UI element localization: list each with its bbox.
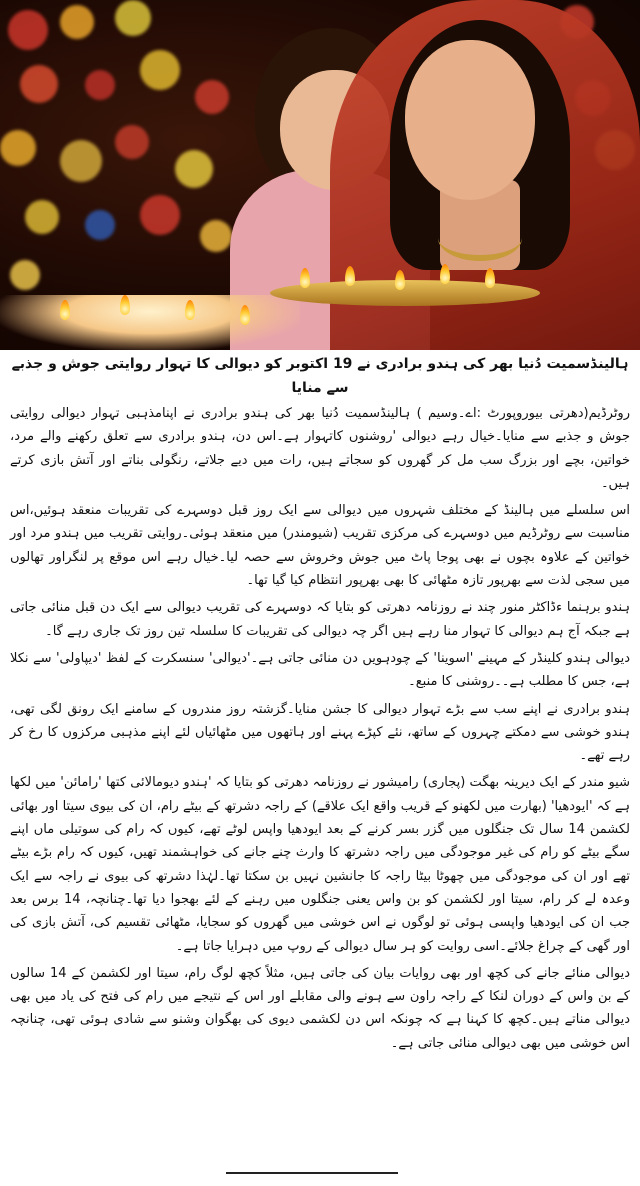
bokeh-light	[85, 210, 115, 240]
paragraph-meaning: دیوالی ہندو کلینڈر کے مہینے 'اسوینا' کے چودہویں دن منائی جاتی ہے۔'دیوالی' سنسکرت کے لفظ 'دیپاولی' سے نکلا ہے، جس کا مطلب ہے۔۔روشنی کا منبع۔	[10, 650, 630, 690]
paragraph-celebration: ہندو برادری نے اپنے سب سے بڑے تہوار دیوالی کا جشن منایا۔گزشتہ روز مندروں کے سامنے ایک رونق لگی تھی، ہندو خوشی سے دمکتے چہروں کے ساتھ، نئے کپڑے پہنے اور ہاتھوں میں مٹھائیاں لئے اپنے مذہبی مرکزوں کا رخ کر رہے تھے۔	[10, 701, 630, 764]
bokeh-light	[8, 10, 48, 50]
paragraph-intro: روٹرڈیم(دھرتی بیوروپورٹ :اے۔وسیم ) ہالینڈسمیت دُنیا بھر کی ہندو برادری نے اپنامذہبی تہوار دیوالی روایتی جوش و جذبے سے منایا۔خیال رہے دیوالی 'روشنوں کاتہوار ہے۔اس دن، ہندو برادری سے تعلق رکھنے والے مرد، خواتین، بچے اور بزرگ سب مل کر گھروں کو سجاتے ہیں، رات میں دیے جلاتے، رنگولی بناتے اور آتش بازی کرتے ہیں۔	[10, 406, 630, 491]
paragraph-dussehra: اس سلسلے میں ہالینڈ کے مختلف شہروں میں دیوالی سے ایک روز قبل دوسہرے کی تقریبات منعقد ہوئیں،اس مناسبت سے روٹرڈیم میں دوسہرے کی مرکزی تقریب (شیومندر) میں منعقد ہوئی۔روایتی تقریب میں ہندو مرد اور خواتین کے علاوہ بچوں نے بھی پوجا پاٹ میں جوش وخروش سے حصہ لیا۔خیال رہے اس موقع پر لنگراور تھالوں میں سجی لذت سے بھرپور تازہ مٹھائی کا بھی بھرپور انتظام کیا گیا تھا۔	[10, 503, 630, 589]
woman-face	[405, 40, 535, 200]
bokeh-light	[25, 200, 59, 234]
bokeh-light	[115, 0, 151, 36]
candle-glow	[0, 295, 300, 350]
necklace	[438, 215, 522, 261]
bokeh-light	[0, 130, 36, 166]
paragraph-traditions: دیوالی منائے جانے کی کچھ اور بھی روایات بیان کی جاتی ہیں، مثلاً کچھ لوگ رام، سیتا اور لکشمن کے 14 سالوں کے بن واس کے دوران لنکا کے راجہ راون سے ہونے والی مقابلے اور اس کے نتیجے میں رام کی فتح کی یاد میں بھی دیوالی مناتے ہیں۔کچھ کا کہنا ہے کہ چونکہ اس دن لکشمی دیوی کی بھگوان وشنو سے شادی ہوئی تھی، چنانچہ اس خوشی میں بھی دیوالی منائی جاتی ہے۔	[10, 965, 630, 1051]
bokeh-light	[175, 150, 213, 188]
article-headline: ہالینڈسمیت دُنیا بھر کی ہندو برادری نے 19 اکتوبر کو دیوالی کا تہوار روایتی جوش و جذبے سے منایا	[11, 356, 629, 396]
end-divider	[226, 1172, 398, 1174]
diya-plate	[270, 280, 540, 306]
bokeh-light	[85, 70, 115, 100]
paragraph-leader-quote: ہندو برہنما ءڈاکٹر منور چند نے روزنامہ دھرتی کو بتایا کہ دوسہرے کی تقریب دیوالی سے ایک دن قبل منائی جاتی ہے جبکہ آج ہم دیوالی کا تہوار منا رہے ہیں اگر چہ دیوالی کی تقریبات کا سلسلہ تین روز تک جاری رہے گا۔	[10, 600, 630, 639]
bokeh-light	[195, 80, 229, 114]
bokeh-light	[10, 260, 40, 290]
bokeh-light	[200, 220, 232, 252]
bokeh-light	[20, 65, 58, 103]
bokeh-light	[140, 50, 180, 90]
bokeh-light	[60, 140, 102, 182]
diwali-photo	[0, 0, 640, 350]
bokeh-light	[115, 125, 149, 159]
bokeh-light	[60, 5, 94, 39]
article-body	[10, 352, 630, 1059]
paragraph-ramayan: شیو مندر کے ایک دیرینہ بھگت (پجاری) رامیشور نے روزنامہ دھرتی کو بتایا کہ 'ہندو دیومالائی کتھا 'رامائن' میں لکھا ہے کہ 'ایودھیا' (بھارت میں لکھنو کے قریب واقع ایک علاقے) کے راجہ دشرتھ کے بیٹے رام، ان کی بیوی سیتا اور بھائی لکشمن 14 سال تک جنگلوں میں گزر بسر کرنے کے بعد ایودھیا واپس لوٹے تھے، کیوں کہ رام کی سوتیلی ماں اپنے سگے بیٹے کو رام کی غیر موجودگی میں راجہ دشرتھ کا وارث چنے جانے کی خواہشمند تھیں، کیوں کہ رام بڑے بیٹے تھے اور ان کی موجودگی میں چھوٹا بیٹا راجہ کا جانشین نہیں بن سکتا تھا۔لہٰذا دشرتھ کی بیوی نے راجہ سے ایک وعدہ لے کر رام، سیتا اور لکشمن کو بن واس یعنی جنگلوں میں رہنے کے لئے بھجوا دیا تھا۔چنانچہ، 14 برس بعد جب ان کی ایودھیا واپسی ہوئی تو لوگوں نے اس خوشی میں گھروں کو سجایا، مٹھائی تقسیم کی، آتش بازی کی اور گھی کے چراغ جلائے۔اسی روایت کو ہر سال دیوالی کے روپ میں دہرایا جاتا ہے۔	[10, 775, 631, 954]
bokeh-light	[140, 195, 180, 235]
